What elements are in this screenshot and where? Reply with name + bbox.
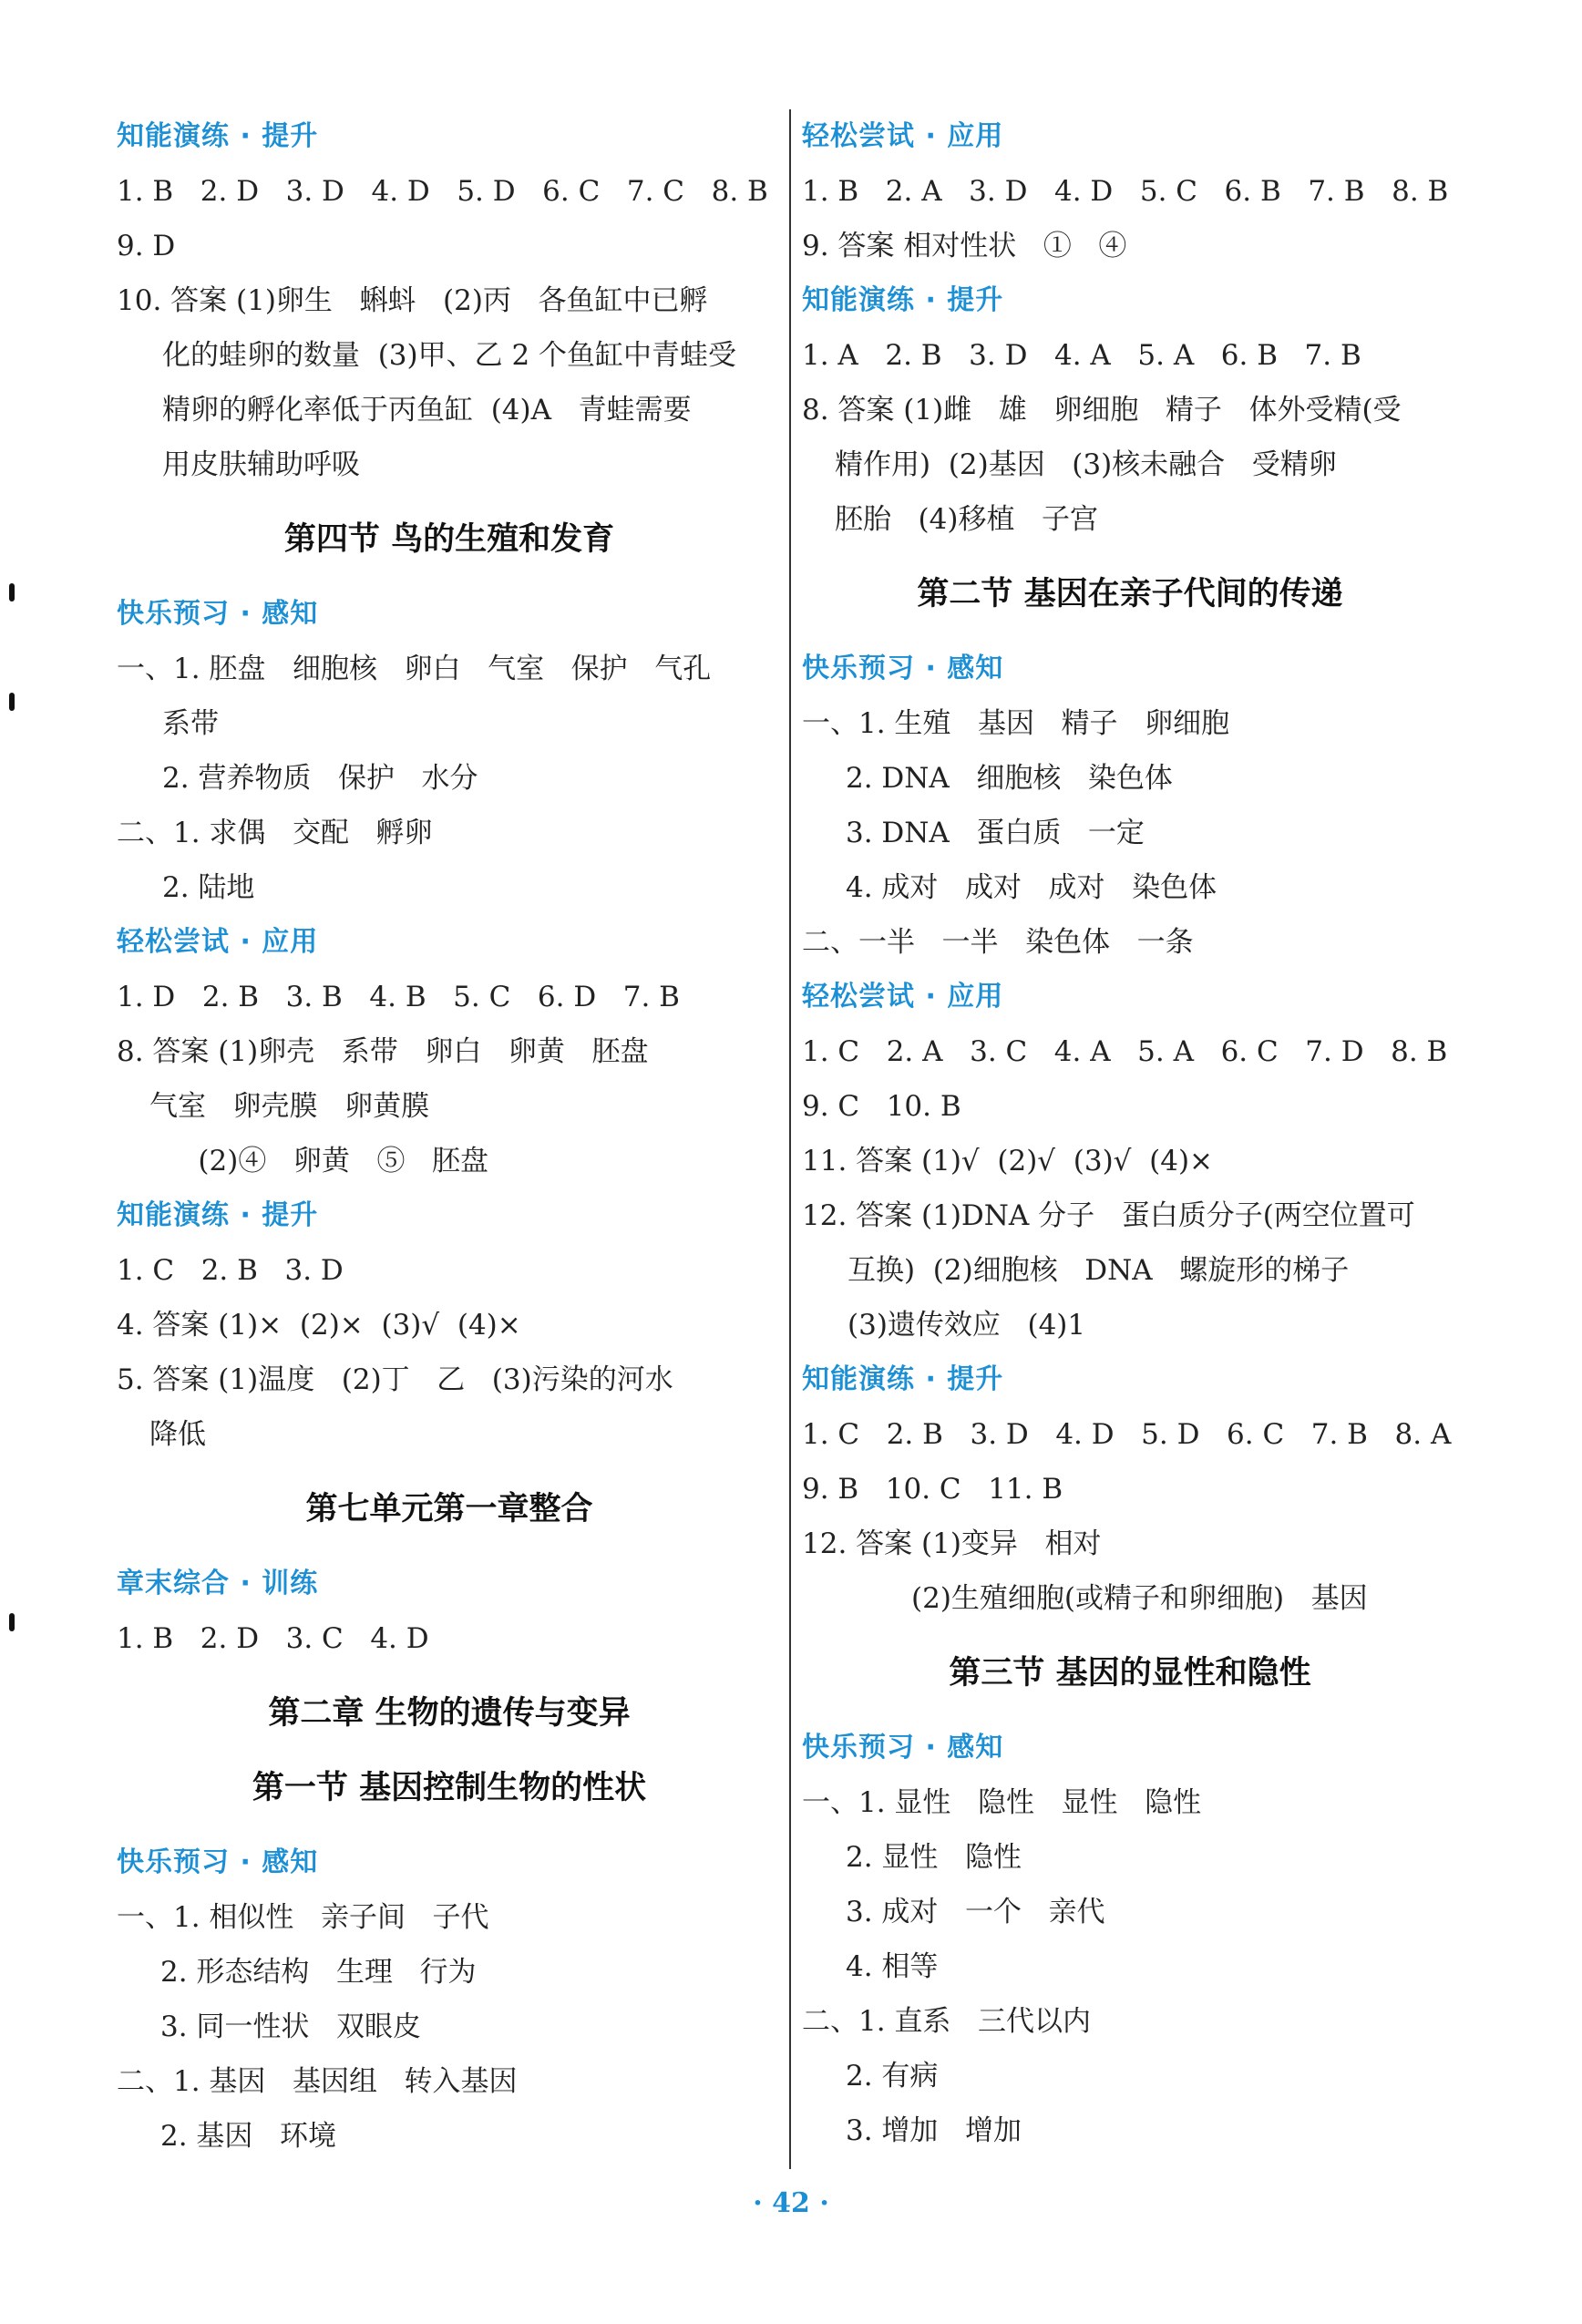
answer-line: 二、1. 求偶 交配 孵卵 [117,817,433,849]
answer-line: 5. 答案 (1)温度 (2)丁 乙 (3)污染的河水 [117,1363,673,1396]
answer-line: 系带 [162,707,219,740]
answer-line: 4. 答案 (1)× (2)× (3)√ (4)× [117,1309,521,1342]
page-number: · 42 · [753,2187,829,2219]
section-tag: 轻松尝试 · 应用 [802,981,1004,1013]
answer-line: 11. 答案 (1)√ (2)√ (3)√ (4)× [802,1145,1214,1177]
answer-line: 1. A 2. B 3. D 4. A 5. A 6. B 7. B [802,339,1361,372]
answer-line: 12. 答案 (1)变异 相对 [802,1527,1102,1560]
answer-line: (2)④ 卵黄 ⑤ 胚盘 [162,1145,489,1177]
answer-line: 2. 基因 环境 [160,2120,336,2153]
answer-line: 降低 [149,1418,206,1451]
answer-line: 2. 营养物质 保护 水分 [162,762,478,795]
answer-line: 9. 答案 相对性状 ① ④ [802,230,1127,262]
section-tag: 知能演练 · 提升 [802,284,1004,316]
section-tag: 轻松尝试 · 应用 [802,120,1004,152]
section-tag: 快乐预习 · 感知 [117,1846,319,1878]
answer-line: 1. B 2. A 3. D 4. D 5. C 6. B 7. B 8. B [802,175,1449,208]
answer-line: 1. D 2. B 3. B 4. B 5. C 6. D 7. B [117,981,680,1013]
answer-line: 互换) (2)细胞核 DNA 螺旋形的梯子 [848,1254,1350,1287]
answer-line: 1. B 2. D 3. C 4. D [117,1622,429,1655]
answer-line: 二、1. 直系 三代以内 [802,2005,1091,2038]
section-heading: 第七单元第一章整合 [305,1491,593,1527]
column-divider [789,109,791,2169]
answer-line: 精作用) (2)基因 (3)核未融合 受精卵 [835,448,1337,481]
answer-line: 9. C 10. B [802,1090,961,1123]
answer-line: 10. 答案 (1)卵生 蝌蚪 (2)丙 各鱼缸中已孵 [117,284,708,317]
section-heading: 第一节 基因控制生物的性状 [252,1770,647,1806]
answer-line: 精卵的孵化率低于丙鱼缸 (4)A 青蛙需要 [162,394,692,427]
answer-line: 8. 答案 (1)雌 雄 卵细胞 精子 体外受精(受 [802,394,1402,427]
section-heading: 第三节 基因的显性和隐性 [949,1655,1311,1692]
answer-line: 2. 陆地 [162,871,255,904]
answer-line: (2)生殖细胞(或精子和卵细胞) 基因 [911,1582,1368,1615]
answer-line: 二、1. 基因 基因组 转入基因 [117,2065,518,2098]
answer-line: 9. D [117,230,176,262]
answer-line: 9. B 10. C 11. B [802,1473,1063,1506]
answer-line: 2. 形态结构 生理 行为 [160,1956,477,1989]
scan-mark [9,1613,15,1631]
answer-line: 1. C 2. A 3. C 4. A 5. A 6. C 7. D 8. B [802,1035,1448,1068]
section-tag: 轻松尝试 · 应用 [117,926,319,958]
answer-line: 3. 同一性状 双眼皮 [160,2010,421,2043]
section-tag: 知能演练 · 提升 [802,1363,1004,1395]
answer-line: 一、1. 相似性 亲子间 子代 [117,1901,489,1934]
answer-line: 3. DNA 蛋白质 一定 [846,817,1145,849]
scan-mark [9,693,15,711]
answer-line: 一、1. 显性 隐性 显性 隐性 [802,1786,1202,1819]
section-heading: 第四节 鸟的生殖和发育 [283,521,615,558]
answer-line: 用皮肤辅助呼吸 [162,448,360,481]
left-column [117,109,782,2164]
section-tag: 快乐预习 · 感知 [117,598,319,630]
answer-line: 一、1. 胚盘 细胞核 卵白 气室 保护 气孔 [117,653,712,685]
answer-line: 1. B 2. D 3. D 4. D 5. D 6. C 7. C 8. B [117,175,768,208]
answer-line: 气室 卵壳膜 卵黄膜 [149,1090,430,1123]
section-tag: 快乐预习 · 感知 [802,653,1004,684]
answer-line: 4. 相等 [846,1950,939,1983]
answer-line: 1. C 2. B 3. D [117,1254,344,1287]
answer-line: 4. 成对 成对 成对 染色体 [846,871,1217,904]
answer-line: 8. 答案 (1)卵壳 系带 卵白 卵黄 胚盘 [117,1035,649,1068]
right-column [802,109,1458,2158]
answer-line: 一、1. 生殖 基因 精子 卵细胞 [802,707,1230,740]
answer-line: 12. 答案 (1)DNA 分子 蛋白质分子(两空位置可 [802,1199,1415,1232]
section-tag: 知能演练 · 提升 [117,1199,319,1231]
answer-line: 二、一半 一半 染色体 一条 [802,926,1194,959]
section-heading: 第二节 基因在亲子代间的传递 [917,576,1343,612]
section-tag: 知能演练 · 提升 [117,120,319,152]
answer-line: 2. 显性 隐性 [846,1841,1022,1874]
section-heading: 第二章 生物的遗传与变异 [268,1695,631,1732]
answer-line: 2. 有病 [846,2060,939,2093]
answer-line: (3)遗传效应 (4)1 [848,1309,1086,1342]
answer-line: 胚胎 (4)移植 子宫 [835,503,1099,536]
scan-mark [9,583,15,602]
section-tag: 章末综合 · 训练 [117,1568,319,1599]
answer-line: 化的蛙卵的数量 (3)甲、乙 2 个鱼缸中青蛙受 [162,339,737,372]
answer-line: 3. 增加 增加 [846,2114,1022,2147]
answer-line: 2. DNA 细胞核 染色体 [846,762,1173,795]
section-tag: 快乐预习 · 感知 [802,1732,1004,1764]
answer-line: 1. C 2. B 3. D 4. D 5. D 6. C 7. B 8. A [802,1418,1452,1451]
answer-line: 3. 成对 一个 亲代 [846,1896,1105,1928]
